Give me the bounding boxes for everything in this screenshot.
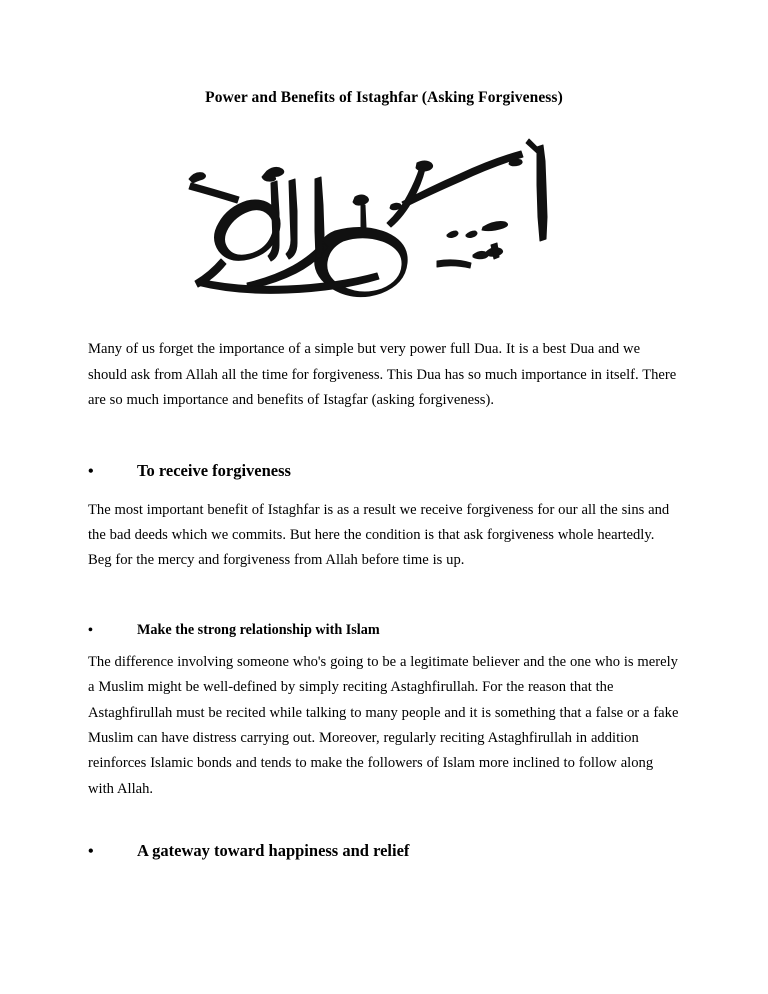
section-heading-label: Make the strong relationship with Islam [137, 621, 380, 638]
bullet-icon: • [88, 622, 93, 638]
bullet-icon: • [88, 843, 94, 861]
calligraphy-figure [88, 107, 680, 337]
bullet-icon: • [88, 462, 94, 480]
intro-paragraph: Many of us forget the importance of a simple but very power full Dua. It is a best Dua and we should ask from Allah all the time for forgiveness. This Dua has so much importance in itself. There are so much importance and benefits of Istagfar (asking forgiveness). [88, 341, 677, 409]
section-body-make-the-strong-relationship-with-islam: The difference involving someone who's going to be a legitimate believer and the one who is merely a Muslim might be well-defined by simply reciting Astaghfirullah. For the reason that the Astaghfirullah must be recited while talking to many people and it is something that a false or a fake Muslim can have distress carrying out. Moreover, regularly reciting Astaghfirullah in addition reinforces Islamic bonds and tends to make the followers of Islam more inclined to follow along with Allah. [88, 653, 679, 797]
spacer [88, 642, 680, 650]
spacer [88, 574, 680, 618]
section-heading-to-receive-forgiveness [88, 458, 680, 484]
document-content [88, 0, 680, 864]
spacer [88, 802, 680, 838]
spacer [88, 484, 680, 498]
section-heading-make-the-strong-relationship-with-islam [88, 618, 680, 642]
section-heading-label: To receive forgiveness [137, 460, 291, 480]
spacer [88, 414, 680, 458]
page-title: Power and Benefits of Istaghfar (Asking Forgiveness) [205, 89, 563, 106]
section-body-to-receive-forgiveness: The most important benefit of Istaghfar is as a result we receive forgiveness for our all the sins and the bad deeds which we commits. But here the condition is that ask forgiveness whole heartedly. Beg for the mercy and forgiveness from Allah before time is up. [88, 501, 670, 569]
calligraphy-caption [88, 107, 89, 108]
arabic-calligraphy-astaghfirullah-icon [185, 135, 570, 317]
section-heading-label: A gateway toward happiness and relief [137, 841, 410, 861]
section-heading-a-gateway-toward-happiness-and-relief [88, 838, 680, 864]
